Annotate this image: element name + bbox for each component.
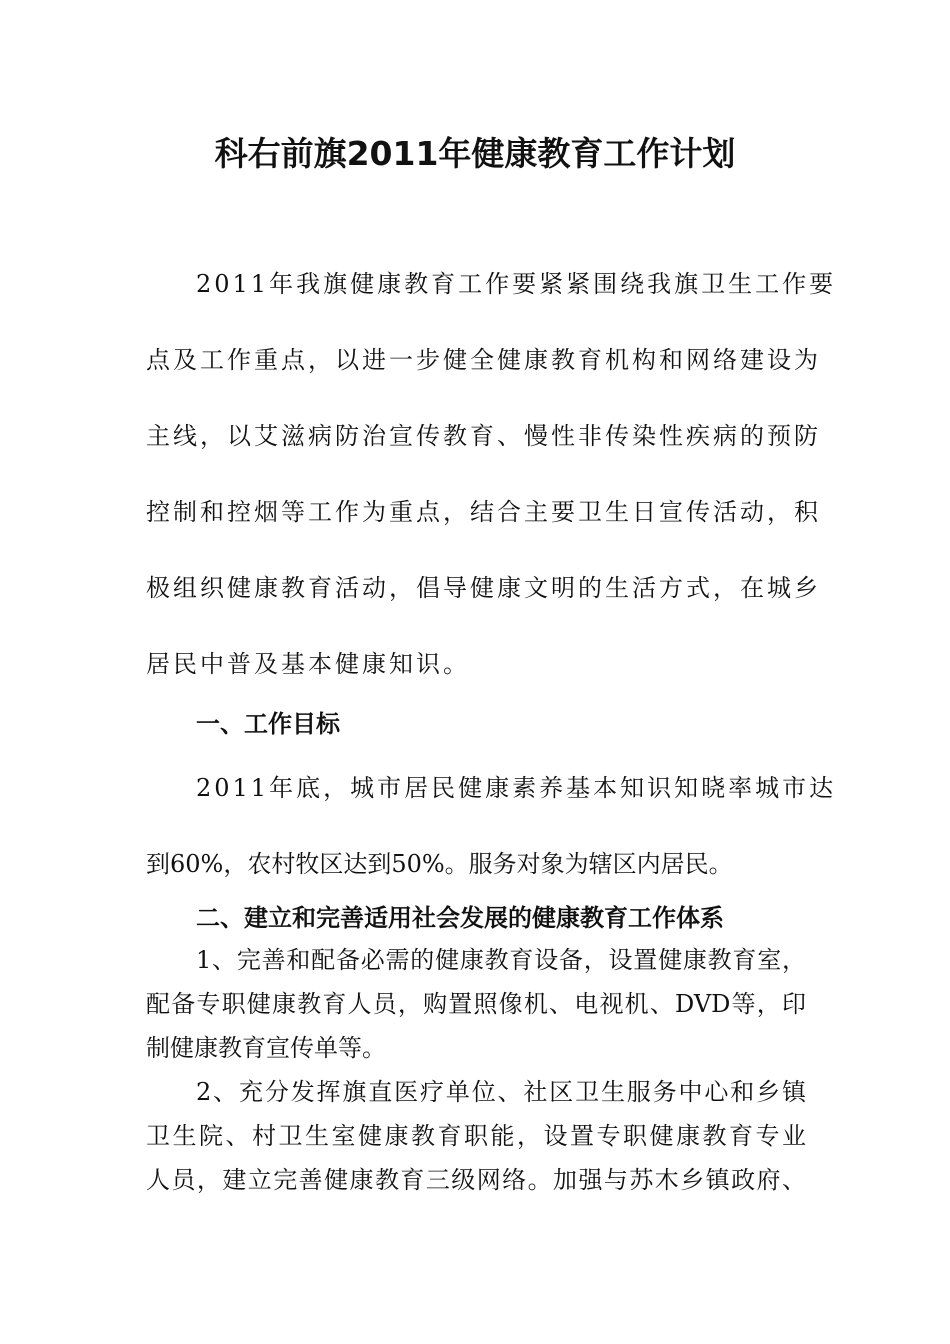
goals-line: 2011年底，城市居民健康素养基本知识知晓率城市达 (196, 774, 837, 802)
intro-line: 主线，以艾滋病防治宣传教育、慢性非传染性疾病的预防 (146, 422, 821, 450)
intro-line: 控制和控烟等工作为重点，结合主要卫生日宣传活动，积 (146, 498, 821, 526)
goals-line: 到60%，农村牧区达到50%。服务对象为辖区内居民。 (146, 850, 733, 878)
item1-line: 配备专职健康教育人员，购置照像机、电视机、DVD等，印 (146, 990, 806, 1018)
intro-line: 居民中普及基本健康知识。 (146, 650, 470, 678)
intro-line: 点及工作重点，以进一步健全健康教育机构和网络建设为 (146, 346, 821, 374)
intro-line: 极组织健康教育活动，倡导健康文明的生活方式，在城乡 (146, 574, 821, 602)
item2-line: 卫生院、村卫生室健康教育职能，设置专职健康教育专业 (146, 1122, 806, 1150)
item1-line: 制健康教育宣传单等。 (146, 1034, 386, 1062)
intro-line: 2011年我旗健康教育工作要紧紧围绕我旗卫生工作要 (196, 270, 837, 298)
section-heading-goals: 一、工作目标 (196, 710, 340, 738)
item2-line: 2、充分发挥旗直医疗单位、社区卫生服务中心和乡镇 (196, 1078, 806, 1106)
item2-line: 人员，建立完善健康教育三级网络。加强与苏木乡镇政府、 (146, 1166, 806, 1194)
item1-line: 1、完善和配备必需的健康教育设备，设置健康教育室， (196, 946, 806, 974)
document-title: 科右前旗2011年健康教育工作计划 (214, 134, 736, 173)
section-heading-system: 二、建立和完善适用社会发展的健康教育工作体系 (196, 904, 724, 932)
